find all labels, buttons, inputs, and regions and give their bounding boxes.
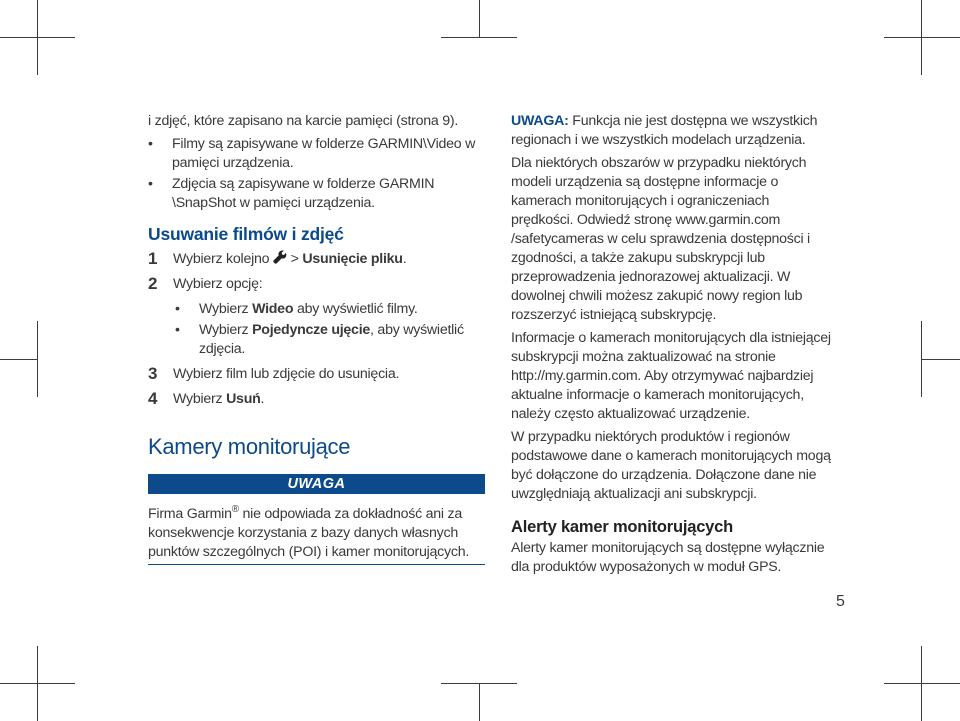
- warning-text: Firma Garmin® nie odpowiada za dokładność ani za konsekwencje korzystania z bazy danych własnych punktów szczególnych (POI) i kamer monitorujących.: [148, 500, 485, 565]
- step-number: 2: [148, 274, 158, 293]
- paragraph: W przypadku niektórych produktów i regionów podstawowe dane o kamerach monitorujących mogą być dołączone do urządzenia. Dołączone dane nie uwzględniają aktualizacji ani subskrypcji.: [511, 429, 831, 502]
- note-text: UWAGA: Funkcja nie jest dostępna we wszystkich regionach i we wszystkich modelach urządzenia.: [511, 113, 818, 148]
- step-number: 3: [148, 364, 158, 383]
- menu-path-label: Usunięcie pliku: [302, 251, 403, 267]
- crop-mark: [0, 683, 75, 684]
- list-item: • Filmy są zapisywane w folderze GARMIN\Video w pamięci urządzenia.: [148, 135, 485, 173]
- step-number: 1: [148, 249, 158, 268]
- crop-mark: [0, 37, 75, 38]
- step-number: 4: [148, 389, 158, 408]
- alerts-text: Alerty kamer monitorujących są dostępne wyłącznie dla produktów wyposażonych w moduł GPS.: [511, 540, 825, 575]
- cameras-section-heading: Kamery monitorujące: [148, 434, 351, 459]
- crop-mark: [479, 683, 480, 721]
- delete-section-heading: Usuwanie filmów i zdjęć: [148, 224, 344, 244]
- step-4: 4 Wybierz Usuń.: [148, 389, 265, 408]
- right-column: [511, 112, 833, 577]
- paragraph: Dla niektórych obszarów w przypadku niektórych modeli urządzenia są dostępne informacje o kamerach monitorujących i ograniczeniach prędkości. Odwiedź stronę www.garmin.com /safetycameras w celu sprawdzenia dostępności i zgodności, a także zakupu subskrypcji lub przeprowadzenia jednorazowej aktualizacji. W dowolnej chwili możesz zakupić nowy region lub rozszerzyć istniejącą subskrypcję.: [511, 155, 810, 323]
- note-label: UWAGA:: [511, 113, 569, 129]
- step-text: Wybierz opcję:: [173, 276, 263, 292]
- step-1: 1 Wybierz kolejno > Usunięcie pliku.: [148, 249, 407, 268]
- crop-mark: [441, 37, 517, 38]
- crop-mark: [884, 683, 960, 684]
- step-text: Wybierz kolejno: [173, 251, 270, 267]
- step-separator: >: [286, 251, 303, 267]
- crop-mark: [37, 321, 38, 397]
- crop-mark: [441, 683, 517, 684]
- step-text: Wybierz film lub zdjęcie do usunięcia.: [173, 366, 400, 382]
- list-item: • Zdjęcia są zapisywane w folderze GARMIN \SnapShot w pamięci urządzenia.: [148, 175, 485, 213]
- crop-mark: [921, 321, 922, 397]
- step-3: [148, 365, 485, 384]
- crop-mark: [0, 359, 38, 360]
- intro-text: i zdjęć, które zapisano na karcie pamięci (strona 9).: [148, 113, 459, 129]
- alerts-section-heading: Alerty kamer monitorujących: [511, 518, 734, 536]
- left-column: [148, 112, 485, 565]
- list-item: • Wybierz Wideo aby wyświetlić filmy.: [148, 300, 485, 319]
- crop-mark: [922, 359, 960, 360]
- paragraph: Informacje o kamerach monitorujących dla istniejącej subskrypcji można zaktualizować na stronie http://my.garmin.com. Aby otrzymywać najbardziej aktualne informacje o kamerach monitorujących, należy często aktualizować urządzenie.: [511, 330, 831, 422]
- warning-banner: UWAGA: [148, 474, 485, 494]
- crop-mark: [479, 0, 480, 38]
- page-number: 5: [836, 593, 845, 610]
- list-item: • Wybierz Pojedyncze ujęcie, aby wyświetlić zdjęcia.: [148, 321, 485, 359]
- crop-mark: [884, 37, 960, 38]
- wrench-icon: [273, 250, 287, 264]
- step-2: [148, 275, 485, 294]
